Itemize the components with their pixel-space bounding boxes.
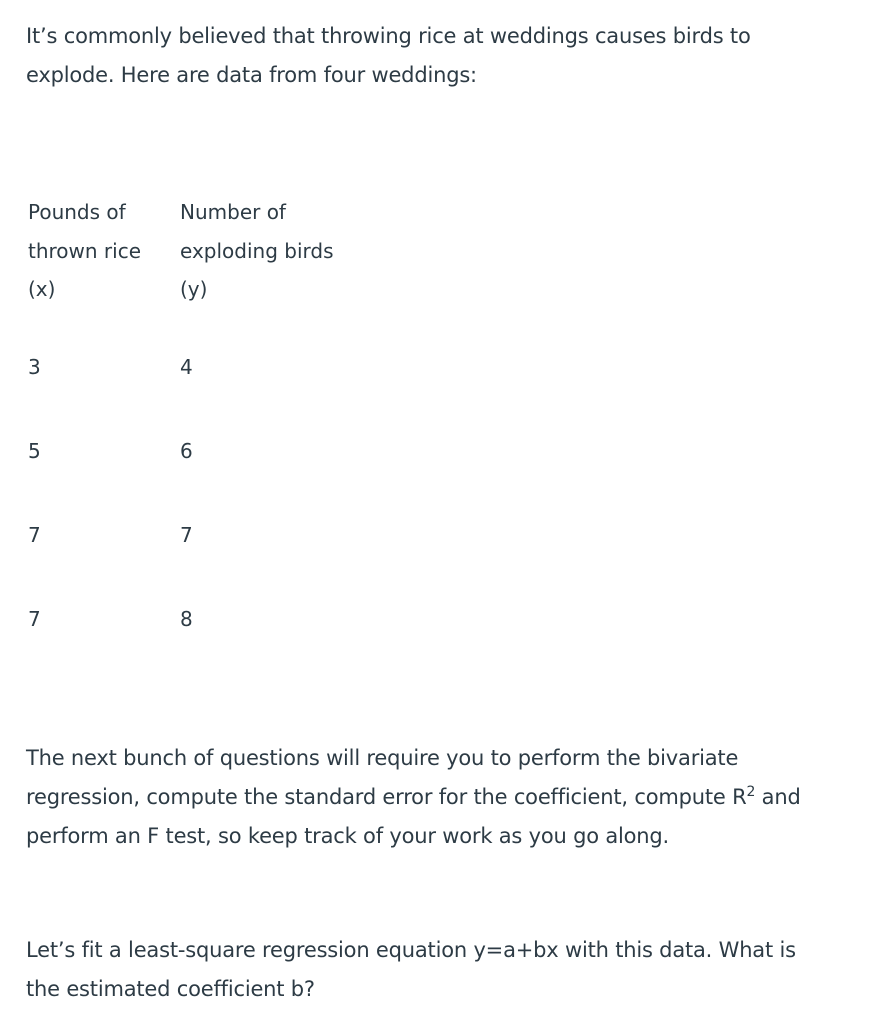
question-paragraph: [26, 931, 871, 1009]
cell-x: 7: [28, 522, 41, 547]
table-row: [22, 609, 376, 693]
cell-y: 7: [180, 522, 193, 547]
cell-y: 8: [180, 606, 193, 631]
intro-line-1: It’s commonly believed that throwing rice at weddings causes birds to: [26, 24, 751, 48]
header-x: [22, 193, 174, 357]
data-table: [22, 193, 376, 693]
table-row: [22, 357, 376, 441]
header-x-line: (x): [28, 277, 56, 301]
table-header-row: [22, 193, 376, 357]
instructions-line-2-end: and: [755, 785, 801, 809]
header-x-line: Pounds of: [28, 200, 126, 224]
instructions-paragraph: [26, 739, 871, 856]
instructions-line-2-text: regression, compute the standard error for the coefficient, compute R: [26, 785, 747, 809]
cell-x: 7: [28, 606, 41, 631]
question-line-2: the estimated coefficient b?: [26, 977, 315, 1001]
header-y-line: (y): [180, 277, 208, 301]
instructions-line-2: [26, 778, 871, 817]
header-y: [174, 193, 376, 357]
table-row: [22, 525, 376, 609]
cell-x: 5: [28, 438, 41, 463]
header-y-line: Number of: [180, 200, 286, 224]
question-line-1: Let’s fit a least-square regression equation y=a+bx with this data. What is: [26, 938, 796, 962]
cell-y: 4: [180, 354, 193, 379]
cell-y: 6: [180, 438, 193, 463]
cell-x: 3: [28, 354, 41, 379]
instructions-line-1: The next bunch of questions will require you to perform the bivariate: [26, 746, 739, 770]
superscript-two: 2: [746, 784, 756, 800]
table-row: [22, 441, 376, 525]
intro-paragraph: [26, 17, 871, 95]
header-y-line: exploding birds: [180, 238, 334, 263]
header-x-line: thrown rice: [28, 238, 142, 263]
intro-line-2: explode. Here are data from four weddings:: [26, 63, 477, 87]
instructions-line-3: perform an F test, so keep track of your work as you go along.: [26, 824, 670, 848]
